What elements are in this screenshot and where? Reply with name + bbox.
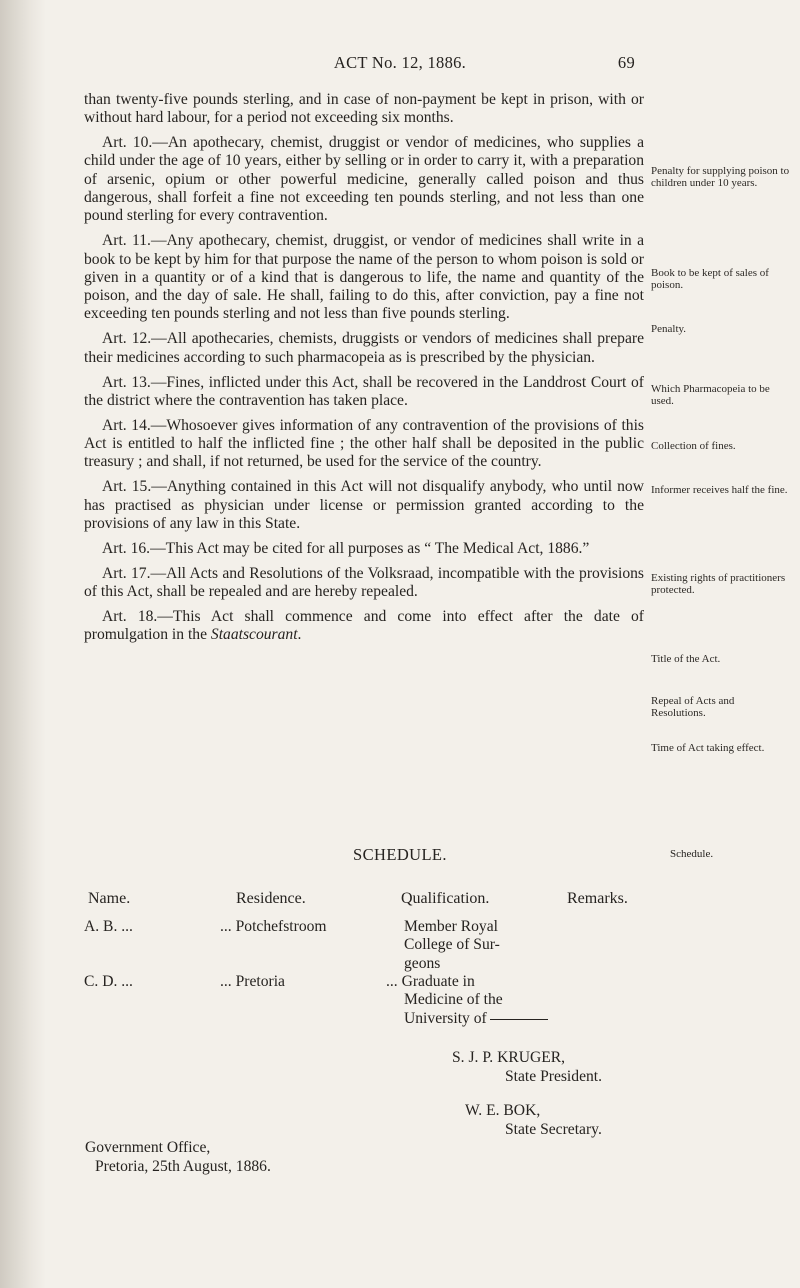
schedule-header-remarks: Remarks. xyxy=(567,890,628,907)
article-18 xyxy=(84,608,644,645)
qualification-text: University of xyxy=(404,1009,487,1027)
margin-note-repeal: Repeal of Acts and Resolutions. xyxy=(651,695,735,719)
president-title: State President. xyxy=(505,1068,603,1085)
margin-note-time: Time of Act taking effect. xyxy=(651,742,765,754)
article-17: Art. 17.—All Acts and Resolutions of the Volksraad, incompatible with the provisions of this Act, shall be repealed and are hereby repealed. xyxy=(84,564,644,600)
header-title: ACT No. 12, 1886. xyxy=(333,53,467,72)
margin-note-schedule: Schedule. xyxy=(670,848,714,860)
page-number: 69 xyxy=(617,53,635,72)
margin-note-book: Book to be kept of sales of poison. xyxy=(651,267,769,291)
article-18-end: . xyxy=(297,626,302,644)
article-18-text: Art. 18.—This Act shall commence and come into effect after the date of promulgation in the xyxy=(84,607,644,644)
president-name: S. J. P. KRUGER, xyxy=(452,1049,566,1066)
schedule-header-qualification: Qualification. xyxy=(401,890,490,907)
article-12: Art. 12.—All apothecaries, chemists, druggists or vendors of medicines shall prepare their medicines according to such pharmacopeia as is prescribed by the physician. xyxy=(84,330,644,366)
schedule-row-2-residence: ... Pretoria xyxy=(220,973,285,990)
article-18-italic: Staatscourant xyxy=(210,626,298,644)
act-body xyxy=(84,91,644,651)
running-header xyxy=(0,53,800,77)
office-line: Government Office, xyxy=(85,1139,211,1156)
schedule-row-2-qualification xyxy=(386,973,548,1028)
margin-note-collection: Collection of fines. xyxy=(651,440,736,452)
margin-note-existing-rights: Existing rights of practitioners protected. xyxy=(651,572,786,596)
margin-note-informer: Informer receives half the fine. xyxy=(651,484,788,496)
qualification-line xyxy=(386,1010,548,1028)
article-14: Art. 14.—Whosoever gives information of any contravention of the provisions of this Act is entitled to half the inflicted fine ; the other half shall be deposited in the public treasury ; and shall, if not returned, be used for the service of the country. xyxy=(84,416,644,471)
book-spine-shadow xyxy=(0,0,46,1288)
schedule-row-1-name: A. B. ... xyxy=(84,918,133,935)
schedule-row-1-qualification xyxy=(404,918,500,973)
schedule-title: SCHEDULE. xyxy=(353,845,447,864)
qualification-line: Medicine of the xyxy=(404,991,503,1009)
secretary-title: State Secretary. xyxy=(505,1121,602,1138)
blank-rule xyxy=(490,1019,548,1020)
schedule-header-residence: Residence. xyxy=(236,890,306,907)
qualification-line: College of Sur- xyxy=(404,936,500,954)
paragraph-continuation: than twenty-five pounds sterling, and in case of non-payment be kept in prison, with or without hard labour, for a period not exceeding six months. xyxy=(84,91,644,127)
article-13: Art. 13.—Fines, inflicted under this Act, shall be recovered in the Landdrost Court of the district where the contravention has taken place. xyxy=(84,373,644,409)
schedule-row-2-name: C. D. ... xyxy=(84,973,133,990)
margin-note-penalty-supply: Penalty for supplying poison to children under 10 years. xyxy=(651,165,790,189)
article-15: Art. 15.—Anything contained in this Act will not disqualify anybody, who until now has practised as physician under license or permission granted according to the provisions of any law in this State. xyxy=(84,478,644,532)
margin-note-pharmacopeia: Which Pharmacopeia to be used. xyxy=(651,383,770,407)
margin-note-penalty: Penalty. xyxy=(651,323,687,335)
qualification-line: geons xyxy=(404,954,441,972)
qualification-line: ... Graduate in xyxy=(386,973,475,990)
margin-note-title: Title of the Act. xyxy=(651,653,721,665)
date-line: Pretoria, 25th August, 1886. xyxy=(95,1158,271,1175)
qualification-line: Member Royal xyxy=(404,918,498,935)
article-16: Art. 16.—This Act may be cited for all purposes as “ The Medical Act, 1886.” xyxy=(102,539,590,557)
schedule-header-name: Name. xyxy=(88,890,131,907)
article-10: Art. 10.—An apothecary, chemist, druggist or vendor of medicines, who supplies a child under the age of 10 years, either by selling or in order to carry it, with a preparation of arsenic, opium or other powerful medicine, generally called poison and thus dangerous, shall forfeit a fine not exceeding ten pounds sterling, and not less than one pound sterling for every contravention. xyxy=(84,134,644,225)
secretary-name: W. E. BOK, xyxy=(465,1102,541,1119)
schedule-row-1-residence: ... Potchefstroom xyxy=(220,918,327,935)
article-11: Art. 11.—Any apothecary, chemist, druggist, or vendor of medicines shall write in a book to be kept by him for that purpose the name of the person to whom poison is sold or given in a quantity or of a kind that is dangerous to life, the name and quantity of the poison, and the day of sale. He shall, failing to do this, after conviction, pay a fine not exceeding ten pounds sterling and not less than five pounds sterling. xyxy=(84,232,644,323)
